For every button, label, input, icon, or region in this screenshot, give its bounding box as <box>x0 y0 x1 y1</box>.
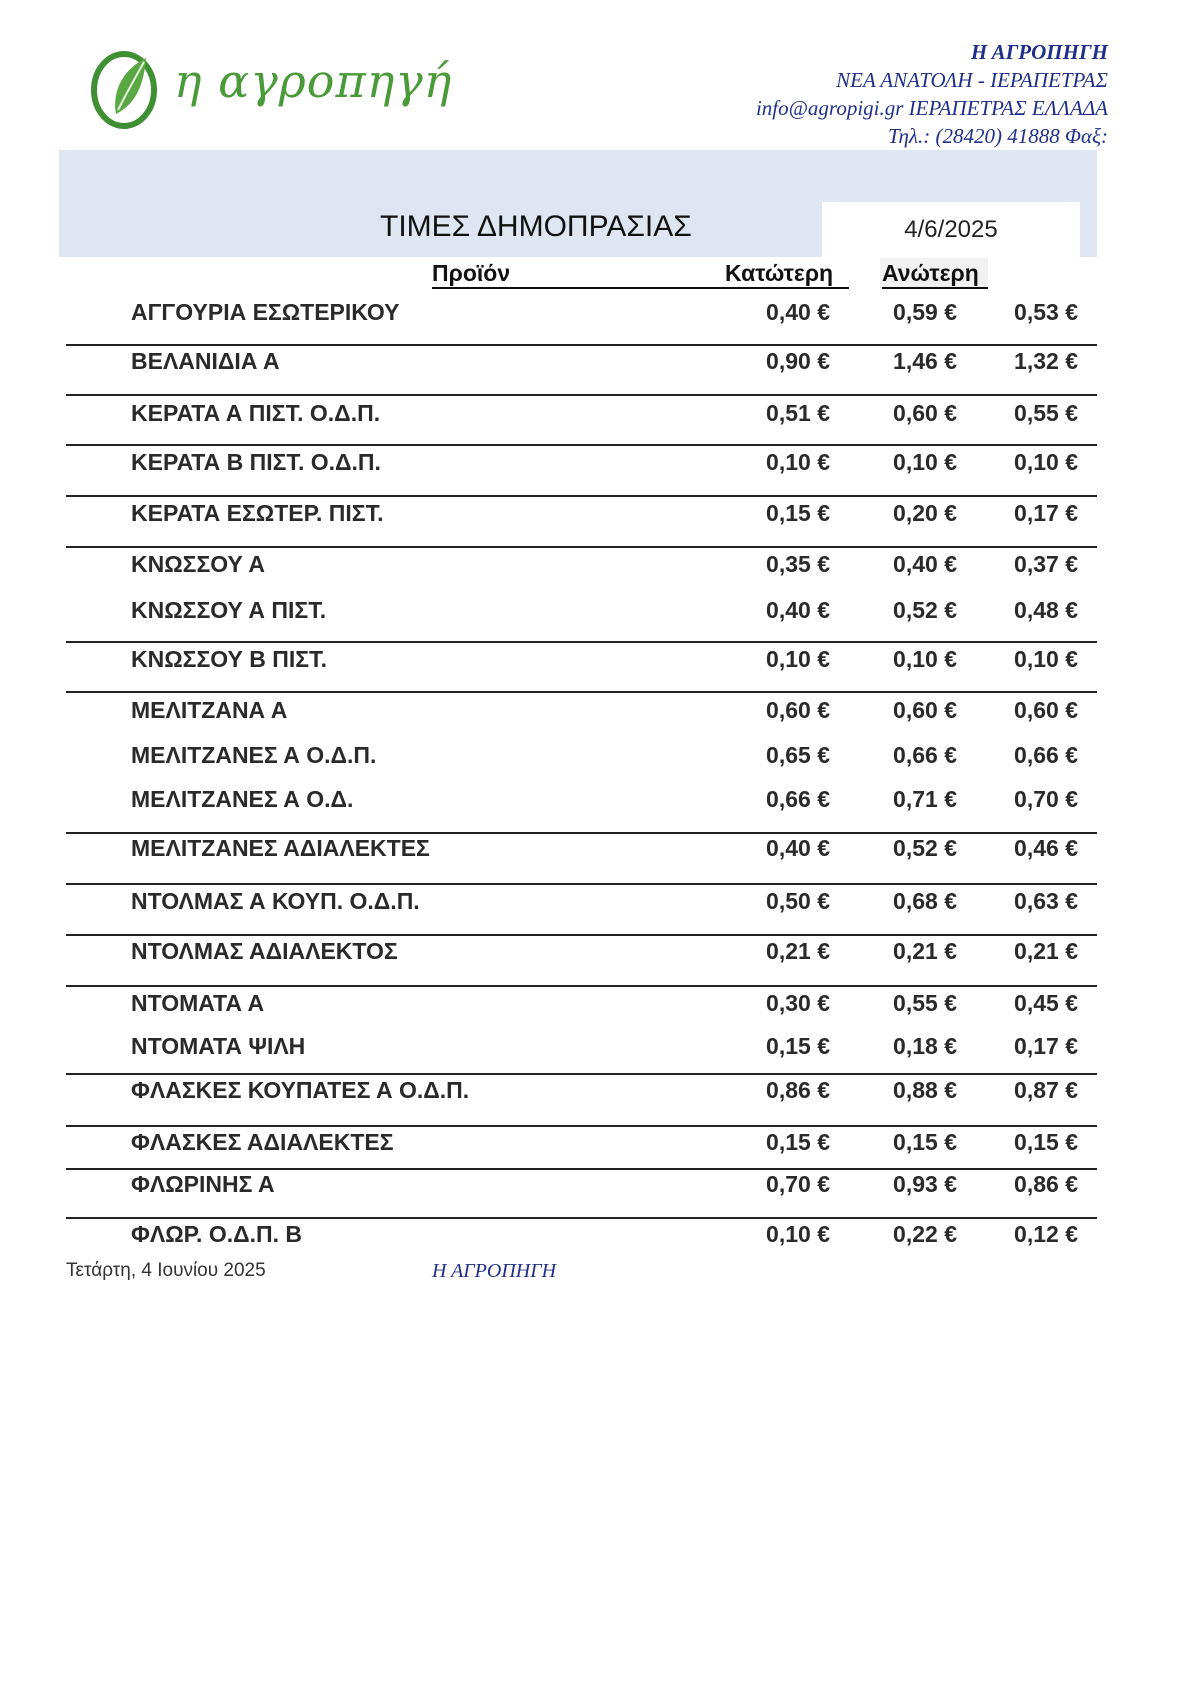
price-low: 0,10 € <box>766 1221 830 1247</box>
product-name: ΜΕΛΙΤΖΑΝΕΣ ΑΔΙΑΛΕΚΤΕΣ <box>131 835 430 861</box>
price-high: 0,88 € <box>893 1077 957 1103</box>
price-high: 0,22 € <box>893 1221 957 1247</box>
product-name: ΦΛΑΣΚΕΣ ΚΟΥΠΑΤΕΣ Α Ο.Δ.Π. <box>131 1077 470 1103</box>
price-average: 0,12 € <box>1014 1221 1078 1247</box>
table-row <box>0 493 1200 533</box>
table-row <box>0 341 1200 381</box>
price-average: 1,32 € <box>1014 348 1078 374</box>
table-row <box>0 590 1200 630</box>
price-low: 0,66 € <box>766 786 830 812</box>
price-low: 0,86 € <box>766 1077 830 1103</box>
row-divider <box>66 394 1097 396</box>
price-low: 0,21 € <box>766 938 830 964</box>
price-high: 0,20 € <box>893 500 957 526</box>
column-header-low: Κατώτερη <box>725 260 834 286</box>
table-row <box>0 544 1200 584</box>
price-high: 0,60 € <box>893 400 957 426</box>
price-average: 0,21 € <box>1014 938 1078 964</box>
price-low: 0,15 € <box>766 500 830 526</box>
row-divider <box>66 1168 1097 1170</box>
product-name: ΝΤΟΜΑΤΑ ΨΙΛΗ <box>131 1033 306 1059</box>
table-row <box>0 828 1200 868</box>
row-divider <box>66 641 1097 643</box>
table-row <box>0 881 1200 921</box>
price-average: 0,15 € <box>1014 1129 1078 1155</box>
table-row <box>0 690 1200 730</box>
header-underline <box>725 287 849 289</box>
price-high: 0,52 € <box>893 597 957 623</box>
product-name: ΦΛΩΡ. Ο.Δ.Π. Β <box>131 1221 303 1247</box>
price-high: 0,40 € <box>893 551 957 577</box>
product-name: ΦΛΑΣΚΕΣ ΑΔΙΑΛΕΚΤΕΣ <box>131 1129 394 1155</box>
table-row <box>0 442 1200 482</box>
table-row <box>0 1164 1200 1204</box>
price-average: 0,37 € <box>1014 551 1078 577</box>
company-name: Η ΑΓΡΟΠΗΓΗ <box>970 40 1108 64</box>
price-average: 0,66 € <box>1014 742 1078 768</box>
product-name: ΝΤΟΛΜΑΣ Α ΚΟΥΠ. Ο.Δ.Π. <box>131 888 420 914</box>
table-row <box>0 292 1200 332</box>
product-name: ΝΤΟΜΑΤΑ Α <box>131 990 265 1016</box>
price-average: 0,70 € <box>1014 786 1078 812</box>
price-average: 0,10 € <box>1014 449 1078 475</box>
price-average: 0,10 € <box>1014 646 1078 672</box>
price-average: 0,55 € <box>1014 400 1078 426</box>
leaf-logo-icon <box>86 44 166 134</box>
price-high: 0,59 € <box>893 299 957 325</box>
price-high: 0,10 € <box>893 449 957 475</box>
price-average: 0,87 € <box>1014 1077 1078 1103</box>
column-header-product: Προϊόν <box>432 260 511 286</box>
product-name: ΚΝΩΣΣΟΥ Β ΠΙΣΤ. <box>131 646 327 672</box>
table-row <box>0 1070 1200 1110</box>
product-name: ΝΤΟΛΜΑΣ ΑΔΙΑΛΕΚΤΟΣ <box>131 938 398 964</box>
price-high: 0,55 € <box>893 990 957 1016</box>
price-low: 0,40 € <box>766 299 830 325</box>
price-low: 0,65 € <box>766 742 830 768</box>
price-low: 0,90 € <box>766 348 830 374</box>
row-divider <box>66 495 1097 497</box>
row-divider <box>66 344 1097 346</box>
price-low: 0,60 € <box>766 697 830 723</box>
row-divider <box>66 883 1097 885</box>
price-low: 0,10 € <box>766 449 830 475</box>
price-average: 0,48 € <box>1014 597 1078 623</box>
price-high: 0,21 € <box>893 938 957 964</box>
price-low: 0,50 € <box>766 888 830 914</box>
price-average: 0,86 € <box>1014 1171 1078 1197</box>
price-average: 0,17 € <box>1014 1033 1078 1059</box>
price-average: 0,46 € <box>1014 835 1078 861</box>
price-low: 0,40 € <box>766 835 830 861</box>
table-row <box>0 1122 1200 1162</box>
price-high: 0,52 € <box>893 835 957 861</box>
row-divider <box>66 832 1097 834</box>
row-divider <box>66 934 1097 936</box>
company-email: info@agropigi.gr ΙΕΡΑΠΕΤΡΑΣ ΕΛΛΑΔΑ <box>755 96 1108 120</box>
auction-date: 4/6/2025 <box>822 202 1080 257</box>
page-title: ΤΙΜΕΣ ΔΗΜΟΠΡΑΣΙΑΣ <box>380 210 692 243</box>
table-row <box>0 931 1200 971</box>
footer-date: Τετάρτη, 4 Ιουνίου 2025 <box>66 1260 266 1281</box>
table-row <box>0 983 1200 1023</box>
price-high: 0,68 € <box>893 888 957 914</box>
row-divider <box>66 1217 1097 1219</box>
price-high: 0,18 € <box>893 1033 957 1059</box>
header-underline <box>432 287 728 289</box>
product-name: ΦΛΩΡΙΝΗΣ Α <box>131 1171 275 1197</box>
logo-wordmark: η αγροπηγή <box>174 54 453 108</box>
price-low: 0,10 € <box>766 646 830 672</box>
contact-block <box>756 38 1108 150</box>
price-average: 0,53 € <box>1014 299 1078 325</box>
row-divider <box>66 444 1097 446</box>
price-low: 0,51 € <box>766 400 830 426</box>
table-row <box>0 639 1200 679</box>
price-low: 0,40 € <box>766 597 830 623</box>
price-low: 0,15 € <box>766 1033 830 1059</box>
product-name: ΚΕΡΑΤΑ Β ΠΙΣΤ. Ο.Δ.Π. <box>131 449 381 475</box>
price-high: 1,46 € <box>893 348 957 374</box>
price-low: 0,15 € <box>766 1129 830 1155</box>
product-name: ΜΕΛΙΤΖΑΝΑ Α <box>131 697 288 723</box>
product-name: ΑΓΓΟΥΡΙΑ ΕΣΩΤΕΡΙΚΟΥ <box>131 299 400 325</box>
header-underline <box>882 287 988 289</box>
footer-company: Η ΑΓΡΟΠΗΓΗ <box>432 1260 557 1282</box>
price-average: 0,60 € <box>1014 697 1078 723</box>
price-high: 0,71 € <box>893 786 957 812</box>
table-row <box>0 393 1200 433</box>
company-logo <box>86 44 453 134</box>
price-low: 0,70 € <box>766 1171 830 1197</box>
row-divider <box>66 985 1097 987</box>
product-name: ΚΕΡΑΤΑ ΕΣΩΤΕΡ. ΠΙΣΤ. <box>131 500 384 526</box>
product-name: ΒΕΛΑΝΙΔΙΑ Α <box>131 348 280 374</box>
table-row <box>0 1026 1200 1066</box>
price-average: 0,17 € <box>1014 500 1078 526</box>
price-low: 0,30 € <box>766 990 830 1016</box>
row-divider <box>66 1073 1097 1075</box>
product-name: ΚΝΩΣΣΟΥ Α <box>131 551 266 577</box>
table-row <box>0 779 1200 819</box>
price-average: 0,45 € <box>1014 990 1078 1016</box>
price-high: 0,60 € <box>893 697 957 723</box>
product-name: ΚΝΩΣΣΟΥ Α ΠΙΣΤ. <box>131 597 327 623</box>
row-divider <box>66 546 1097 548</box>
company-address: ΝΕΑ ΑΝΑΤΟΛΗ - ΙΕΡΑΠΕΤΡΑΣ <box>836 68 1108 92</box>
row-divider <box>66 1125 1097 1127</box>
price-high: 0,15 € <box>893 1129 957 1155</box>
price-high: 0,10 € <box>893 646 957 672</box>
price-average: 0,63 € <box>1014 888 1078 914</box>
row-divider <box>66 691 1097 693</box>
price-low: 0,35 € <box>766 551 830 577</box>
product-name: ΜΕΛΙΤΖΑΝΕΣ Α Ο.Δ. <box>131 786 354 812</box>
table-row <box>0 1214 1200 1254</box>
price-high: 0,66 € <box>893 742 957 768</box>
company-phone: Τηλ.: (28420) 41888 Φαξ: <box>887 124 1108 148</box>
product-name: ΚΕΡΑΤΑ Α ΠΙΣΤ. Ο.Δ.Π. <box>131 400 381 426</box>
product-name: ΜΕΛΙΤΖΑΝΕΣ Α Ο.Δ.Π. <box>131 742 377 768</box>
column-header-high: Ανώτερη <box>882 260 979 286</box>
table-row <box>0 735 1200 775</box>
price-high: 0,93 € <box>893 1171 957 1197</box>
